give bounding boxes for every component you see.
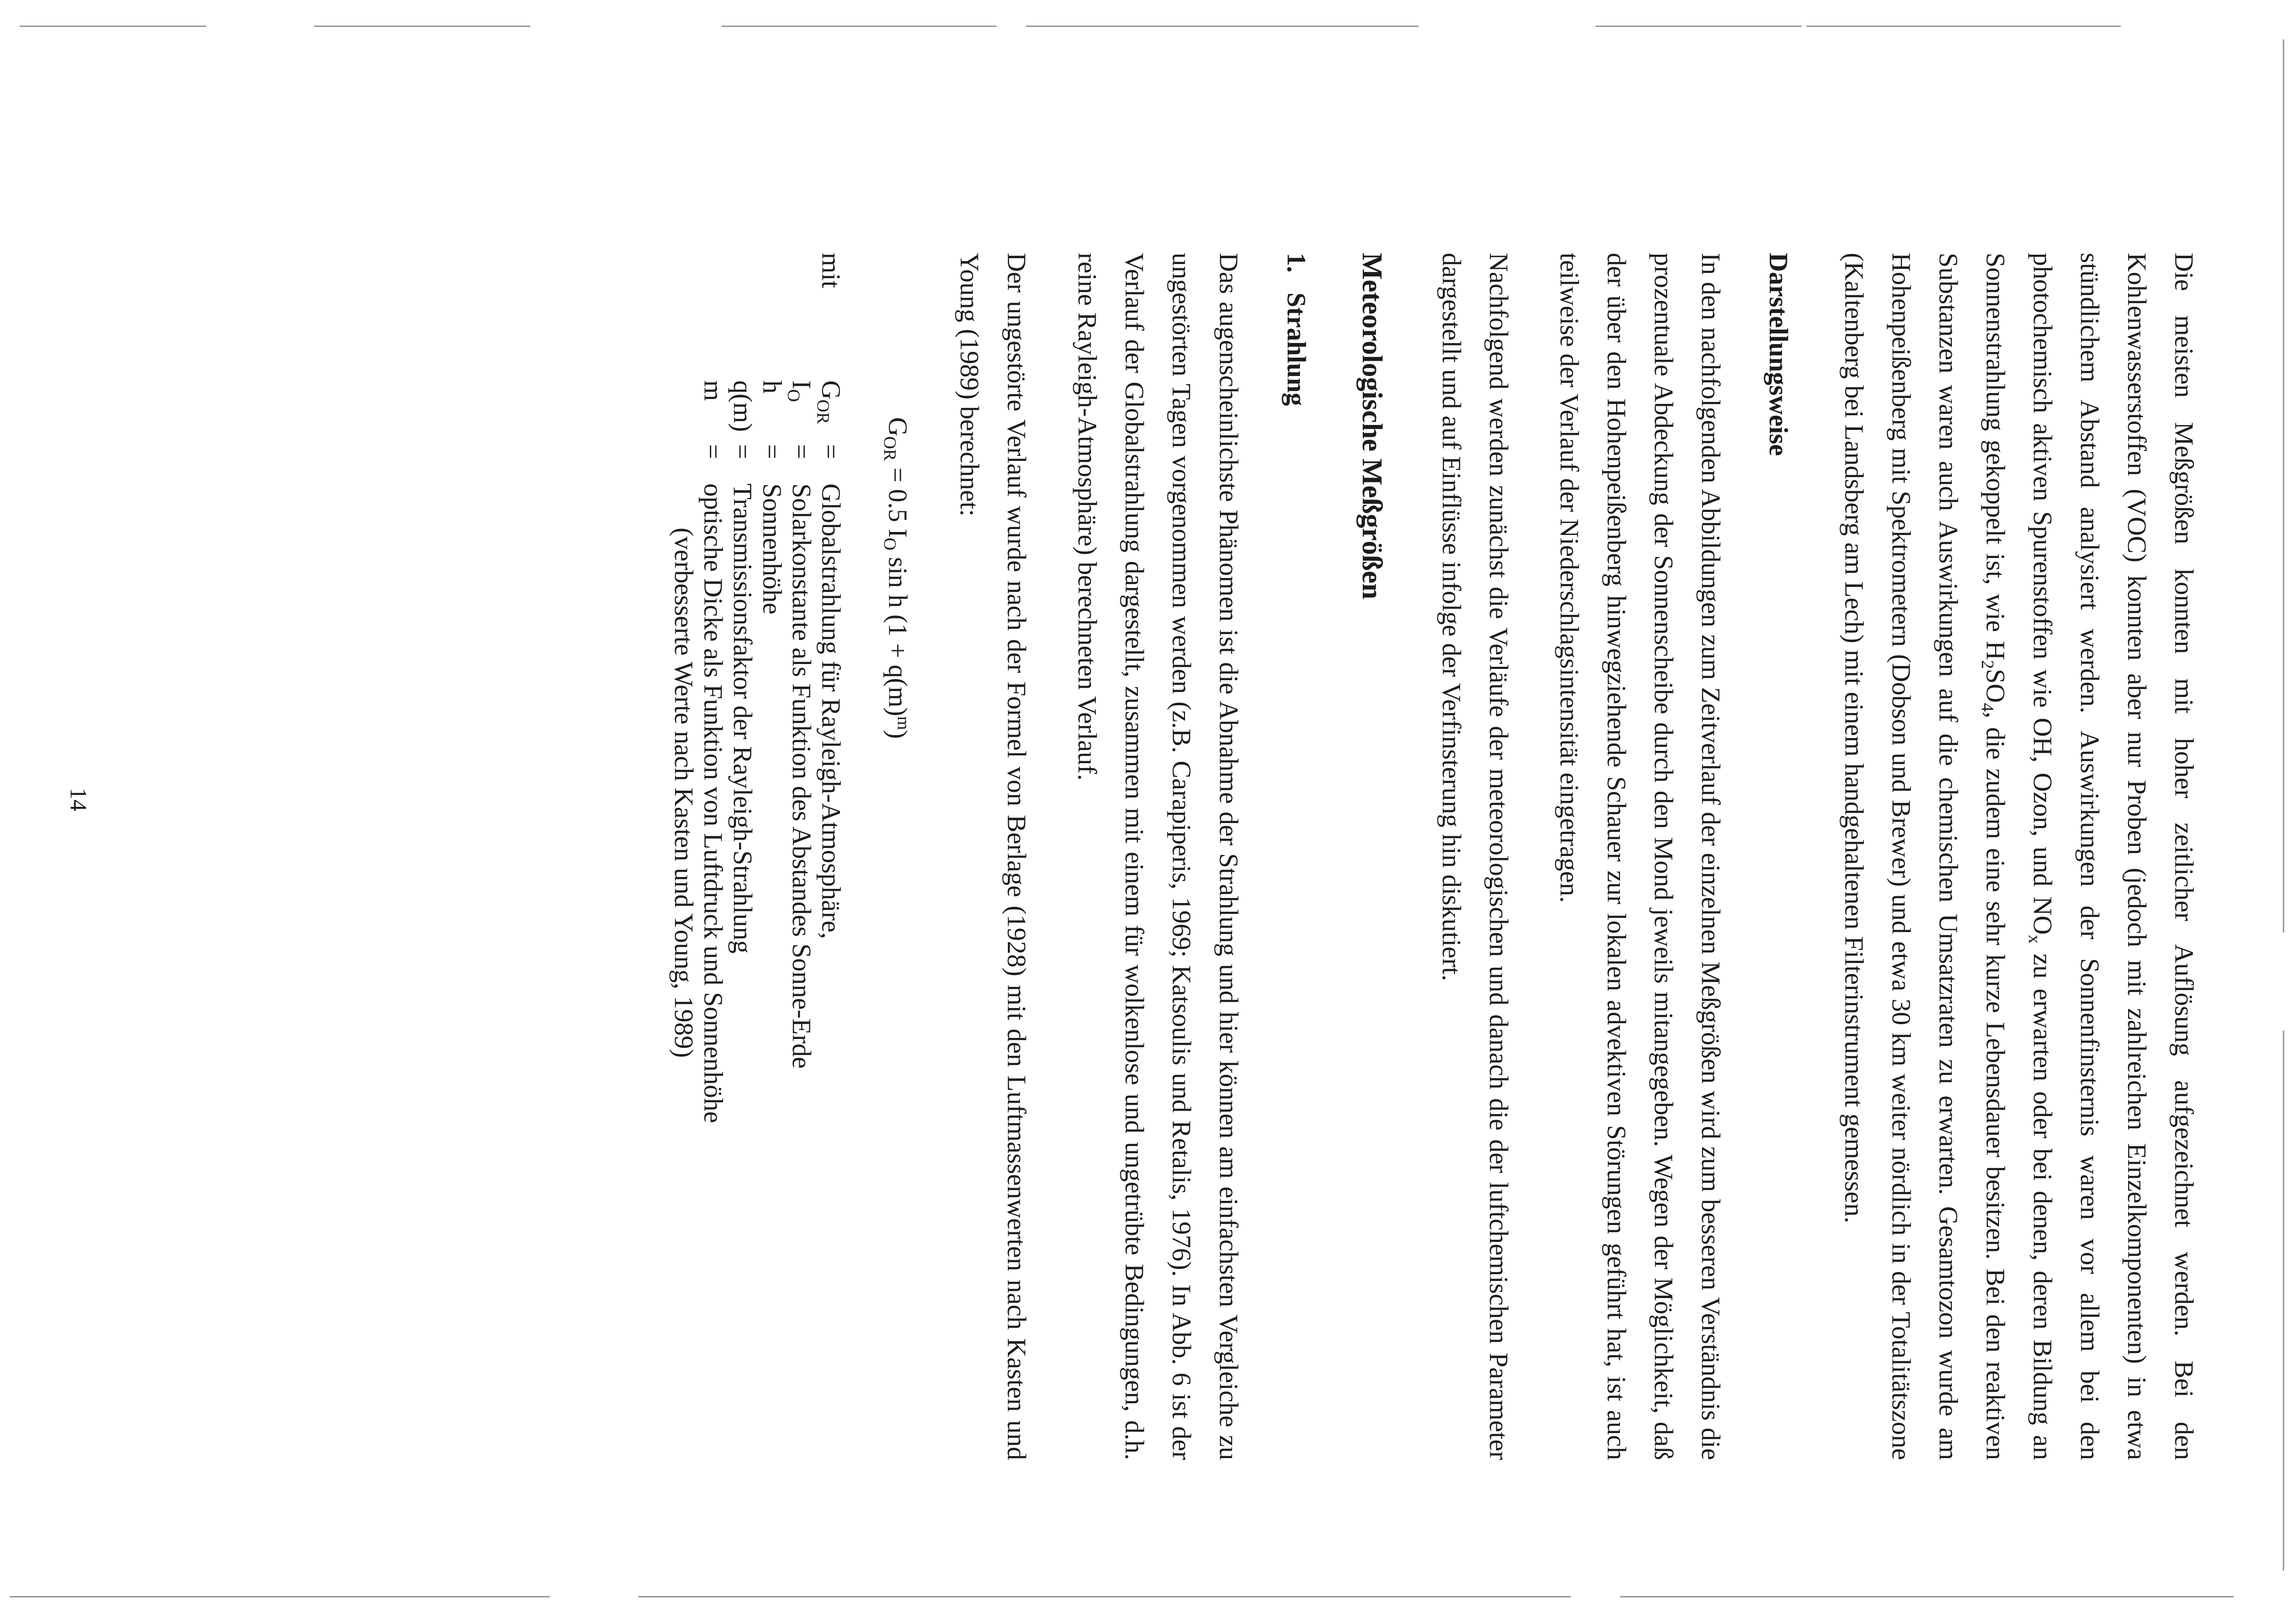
def-symbol-text: G [816, 380, 846, 399]
formula-rhs-b: sin h (1 + q(m) [883, 550, 913, 717]
intro-sub-x: x [2025, 934, 2045, 944]
definitions-label: mit [816, 253, 846, 289]
intro-sub-4: 4 [1978, 703, 1998, 712]
def-symbol [813, 380, 846, 444]
formula-exponent: m [894, 716, 914, 730]
intro-paragraph [1831, 253, 2208, 1460]
formula-rhs-a-sub: O [880, 537, 900, 551]
intro-sub-2: 2 [1978, 660, 1998, 669]
darstellung-paragraph-1: In den nachfolgenden Abbildungen zum Zeitverlauf der einzelnen Meßgrößen wird zum besseren Verständnis die prozentuale Abdeckung der Sonnenscheibe durch den Mond jeweils mitangegeben. Wegen der Möglichkeit, daß der über den Hohenpeißenberg hinwegziehende Schauer zur lokalen advektiven Störungen geführt hat, ist auch teilweise der Verlauf der Niederschlagsintensität eingetragen. [1555, 253, 1726, 1460]
def-description-continued: (verbesserte Werte nach Kasten und Young, 1989) [669, 528, 699, 1058]
def-symbol-text: h [757, 380, 787, 394]
def-equals: = [699, 444, 728, 459]
intro-text-b: zu erwarten oder bei denen, deren Bildung an Sonnenstrahlung gekoppelt ist, wie H [1981, 253, 2057, 1461]
def-description: optische Dicke als Funktion von Luftdruck und Sonnenhöhe [699, 483, 728, 1123]
def-description: Globalstrahlung für Rayleigh-Atmosphäre, [816, 483, 846, 939]
formula-rhs-c: ) [883, 730, 913, 739]
darstellung-paragraph-2: Nachfolgend werden zunächst die Verläufe der meteorologischen und danach die der luftchemischen Parameter dargestellt und auf Einflüsse infolge der Verfinsterung hin diskutiert. [1437, 253, 1513, 1460]
def-description: Transmissionsfaktor der Rayleigh-Strahlung [728, 483, 757, 954]
def-equals: = [787, 444, 816, 459]
intro-text-c: SO [1981, 669, 2010, 703]
def-symbol-sub: O [784, 389, 804, 402]
strahlung-paragraph: Das augenscheinlichste Phänomen ist die Abnahme der Strahlung und hier können am einfachsten Vergleiche zu ungestörten Tagen vorgenommen werden (z.B. Carapiperis, 1969; Katsoulis und Retalis, 1976). In Abb. 6 ist der Verlauf der Globalstrahlung dargestellt, zusammen mit einem für wolkenlose und ungetrübte Bedingungen, d.h. reine Rayleigh-Atmosphäre) berechneten Verlauf. [1073, 253, 1243, 1460]
formula-rhs-a: = 0.5 I [883, 461, 913, 538]
def-equals: = [816, 444, 846, 459]
def-description: Sonnenhöhe [757, 483, 787, 614]
def-symbol-text: q(m) [728, 380, 757, 432]
berlage-formula [874, 417, 921, 1460]
def-description: Solarkonstante als Funktion des Abstandes Sonne-Erde [787, 483, 816, 1069]
def-symbol [757, 380, 787, 444]
def-symbol [728, 380, 757, 444]
heading-strahlung: 1. Strahlung [1282, 253, 1311, 406]
def-equals: = [757, 444, 787, 459]
intro-text-a: Die meisten Meßgrößen konnten mit hoher zeitlicher Auflösung aufgezeichnet werden. Bei den Kohlenwasserstoffen (VOC) konnten aber nur Proben (jedoch mit zahlreichen Einzelkomponenten) in etwa stündlichem Abstand analysiert werden. Auswirkungen der Sonnenfinsternis waren vor allem bei den photochemisch aktiven Spurenstoffen wie OH, Ozon, und NO [2028, 253, 2199, 1460]
intro-text-d: , die zudem eine sehr kurze Lebensdauer besitzen. Bei den reaktiven Substanzen waren auch Auswirkungen auf die chemischen Umsatzraten zu erwarten. Gesamtozon wurde am Hohenpeißenberg mit Spektrometern (Dobson und Brewer) und etwa 30 km weiter nördlich in der Totalitätszone (Kaltenberg bei Landsberg am Lech) mit einem handgehaltenen Filterinstrument gemessen. [1839, 253, 2010, 1460]
variable-definitions [669, 253, 846, 1460]
def-symbol-text: m [699, 380, 728, 401]
formula-lhs-sub: OR [880, 436, 900, 461]
def-equals: = [728, 444, 757, 459]
def-symbol [699, 380, 728, 444]
page-content [669, 253, 2208, 1460]
heading-meteorologische-messgroessen: Meteorologische Meßgrößen [1356, 253, 1388, 600]
def-symbol-sub: OR [813, 399, 833, 425]
heading-darstellungsweise: Darstellungsweise [1764, 253, 1793, 456]
def-symbol [784, 380, 816, 444]
berlage-paragraph: Der ungestörte Verlauf wurde nach der Formel von Berlage (1928) mit den Luftmassenwerten nach Kasten und Young (1989) berechnet: [955, 253, 1031, 1460]
def-symbol-text: I [787, 380, 816, 389]
page-number: 14 [65, 788, 91, 811]
formula-lhs: G [883, 417, 913, 436]
